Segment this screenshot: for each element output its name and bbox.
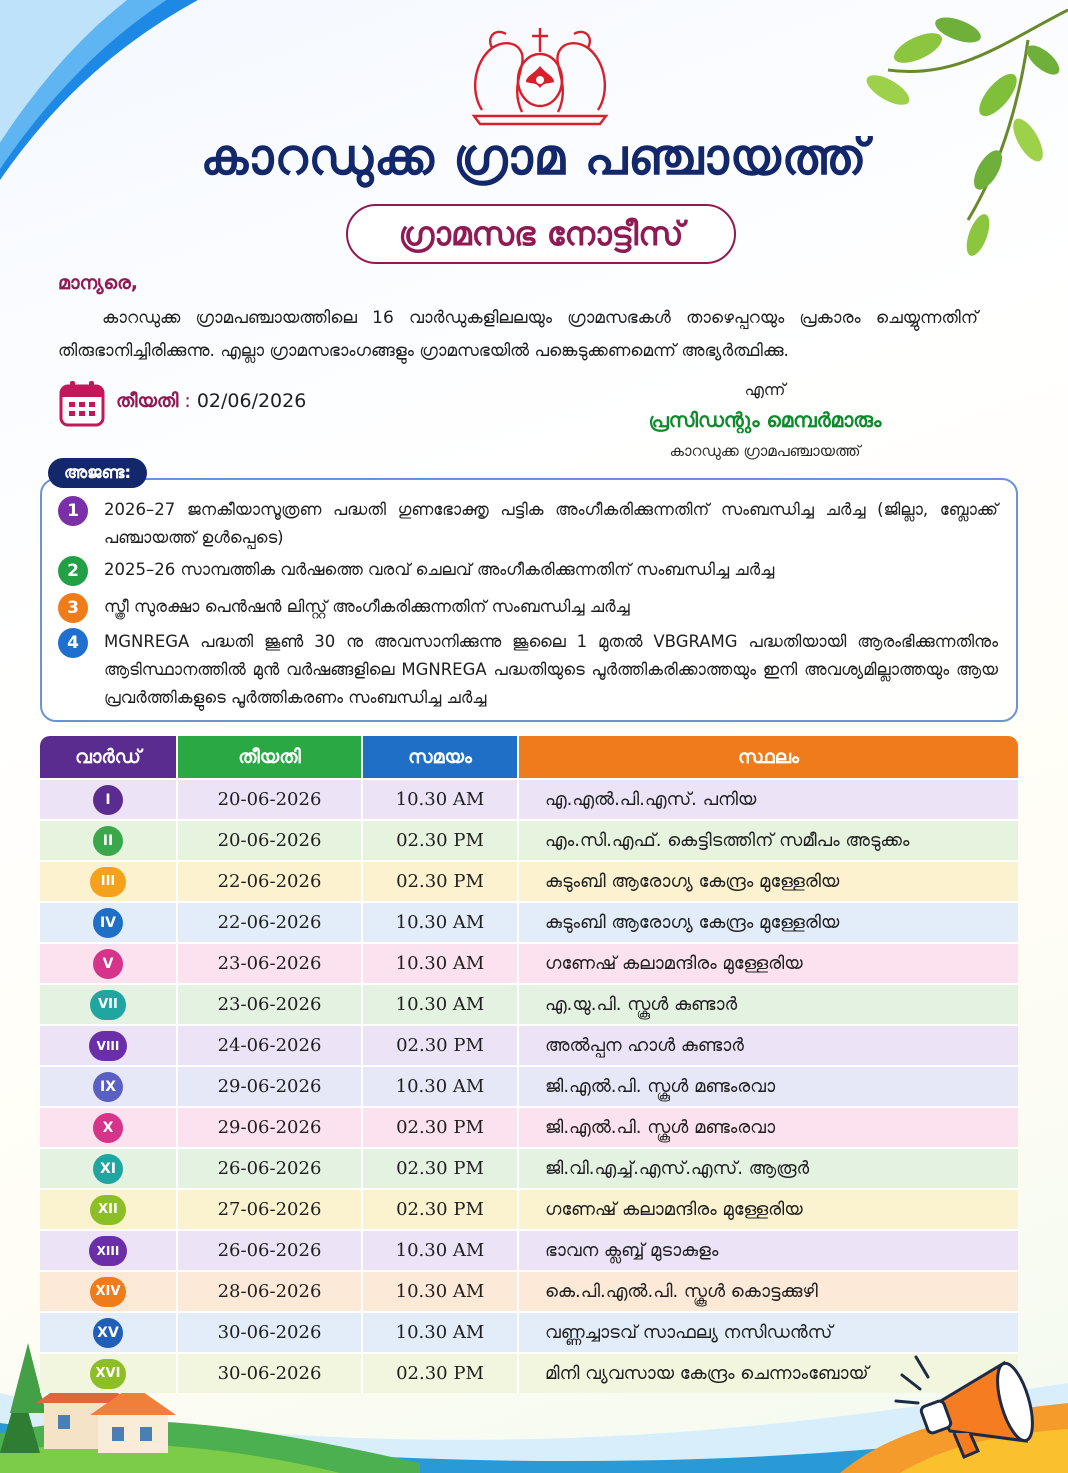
agenda-text: MGNREGA പദ്ധതി ജൂൺ 30 നു അവസാനിക്കുന്നു ജൂലൈ 1 മുതൽ VBGRAMG പദ്ധതിയായി ആരംഭിക്കുന്നതിനും ആടിസ്ഥാനത്തിൽ മുൻ വർഷങ്ങളിലെ MGNREGA പദ്ധതിയുടെ പൂർത്തികരിക്കാത്തയും ഇനി അവശ്യമില്ലാത്തയും ആയ പ്രവർത്തികളുടെ പൂർത്തികരണം സംബന്ധിച്ച ചർച്ച — [104, 632, 998, 707]
ward-number-badge: V — [93, 949, 123, 979]
column-header-ward: വാർഡ് — [40, 736, 177, 779]
venue-cell: ജി.എൽ.പി. സ്കൂൾ മണ്ടംരവാ — [518, 1107, 1018, 1148]
venue-cell: എം.സി.എഫ്. കെട്ടിടത്തിന് സമീപം അടുക്കം — [518, 820, 1018, 861]
date-cell: 26-06-2026 — [177, 1148, 362, 1189]
venue-cell: ജി.എൽ.പി. സ്കൂൾ മണ്ടംരവാ — [518, 1066, 1018, 1107]
table-row — [40, 1107, 1018, 1148]
table-row — [40, 779, 1018, 820]
agenda-heading: അജണ്ട: — [48, 458, 147, 488]
agenda-text: 2026–27 ജനകീയാസൂത്രണ പദ്ധതി ഗുണഭോക്തൃ പട്ടിക അംഗീകരിക്കുന്നതിന് സംബന്ധിച്ച ചർച്ച (ജില്ലാ, ബ്ലോക്ക് പഞ്ചായത്ത് ഉൾപ്പെടെ) — [104, 500, 998, 547]
time-cell: 10.30 AM — [362, 1066, 518, 1107]
table-row — [40, 1189, 1018, 1230]
venue-cell: മിനി വ്യവസായ കേന്ദ്രം ചെന്നാംബോയ് — [518, 1353, 1018, 1393]
ward-number-badge: X — [93, 1113, 123, 1143]
venue-cell: വണ്ണച്ചാടവ് സാഫല്യ നസിഡൻസ് — [518, 1312, 1018, 1353]
signature-office: കാറഡുക്ക ഗ്രാമപഞ്ചായത്ത് — [669, 442, 861, 460]
date-cell: 28-06-2026 — [177, 1271, 362, 1312]
ward-number-badge: XII — [90, 1195, 126, 1225]
panchayat-title: കാറഡുക്ക ഗ്രാമ പഞ്ചായത്ത് — [200, 128, 868, 186]
table-row — [40, 1353, 1018, 1393]
table-header-row — [40, 736, 1018, 779]
venue-cell: ജി.വി.എച്ച്.എസ്.എസ്. ആരൂർ — [518, 1148, 1018, 1189]
time-cell: 02.30 PM — [362, 1189, 518, 1230]
ward-cell — [40, 861, 177, 902]
column-header-venue: സ്ഥലം — [518, 736, 1018, 779]
ward-cell — [40, 1230, 177, 1271]
notice-date — [116, 390, 306, 412]
date-cell: 23-06-2026 — [177, 943, 362, 984]
time-cell: 02.30 PM — [362, 1353, 518, 1393]
gramasabha-schedule-table — [40, 736, 1018, 1393]
ward-cell — [40, 1353, 177, 1393]
state-emblem-logo — [462, 22, 618, 126]
column-header-date: തീയതി — [177, 736, 362, 779]
megaphone-icon — [894, 1345, 1044, 1463]
date-cell: 26-06-2026 — [177, 1230, 362, 1271]
date-cell: 29-06-2026 — [177, 1066, 362, 1107]
time-cell: 10.30 AM — [362, 943, 518, 984]
table-row — [40, 1025, 1018, 1066]
agenda-text: സ്ത്രീ സുരക്ഷാ പെൻഷൻ ലിസ്റ്റ് അംഗീകരിക്കുന്നതിന് സംബന്ധിച്ച ചർച്ച — [104, 597, 630, 616]
ward-cell — [40, 984, 177, 1025]
time-cell: 10.30 AM — [362, 1230, 518, 1271]
time-cell: 10.30 AM — [362, 779, 518, 820]
date-colon: : — [184, 390, 191, 412]
agenda-item — [58, 496, 998, 552]
ward-cell — [40, 1107, 177, 1148]
column-header-time: സമയം — [362, 736, 518, 779]
agenda-number: 4 — [58, 628, 88, 658]
date-cell: 30-06-2026 — [177, 1353, 362, 1393]
venue-cell: കുടുംബി ആരോഗ്യ കേന്ദ്രം മുള്ളേരിയ — [518, 902, 1018, 943]
venue-cell: കെ.പി.എൽ.പി. സ്കൂൾ കൊട്ടക്കുഴി — [518, 1271, 1018, 1312]
table-row — [40, 1066, 1018, 1107]
date-cell: 29-06-2026 — [177, 1107, 362, 1148]
agenda-item — [58, 593, 998, 623]
time-cell: 10.30 AM — [362, 984, 518, 1025]
table-row — [40, 1271, 1018, 1312]
time-cell: 02.30 PM — [362, 861, 518, 902]
ward-number-badge: XV — [93, 1318, 123, 1348]
ward-number-badge: I — [93, 785, 123, 815]
ward-number-badge: XVI — [90, 1359, 126, 1389]
time-cell: 02.30 PM — [362, 1107, 518, 1148]
date-label: തീയതി — [116, 390, 179, 412]
signature-signatory: പ്രസിഡന്റും മെമ്പർമാരും — [648, 408, 882, 432]
table-row — [40, 1312, 1018, 1353]
date-cell: 27-06-2026 — [177, 1189, 362, 1230]
ward-number-badge: XIII — [89, 1236, 127, 1266]
ward-cell — [40, 1189, 177, 1230]
venue-cell: ഗണേഷ് കലാമന്ദിരം മുള്ളേരിയ — [518, 1189, 1018, 1230]
table-row — [40, 902, 1018, 943]
agenda-number: 2 — [58, 556, 88, 586]
ward-cell — [40, 1025, 177, 1066]
venue-cell: എ.യു.പി. സ്കൂൾ കുണ്ടാർ — [518, 984, 1018, 1025]
calendar-icon — [58, 378, 106, 428]
venue-cell: ഗണേഷ് കലാമന്ദിരം മുള്ളേരിയ — [518, 943, 1018, 984]
venue-cell: അൽപ്പന ഹാൾ കുണ്ടാർ — [518, 1025, 1018, 1066]
time-cell: 02.30 PM — [362, 1025, 518, 1066]
ward-number-badge: IV — [93, 908, 123, 938]
ward-cell — [40, 1271, 177, 1312]
ward-cell — [40, 1312, 177, 1353]
time-cell: 02.30 PM — [362, 1148, 518, 1189]
notice-subtitle: ഗ്രാമസഭ നോട്ടീസ് — [346, 204, 736, 264]
venue-cell: ഭാവന ക്ലബ്ബ് മുടാകുളം — [518, 1230, 1018, 1271]
date-cell: 30-06-2026 — [177, 1312, 362, 1353]
ward-cell — [40, 1066, 177, 1107]
ward-cell — [40, 779, 177, 820]
date-value: 02/06/2026 — [196, 390, 307, 412]
ward-number-badge: XI — [93, 1154, 123, 1184]
ward-cell — [40, 902, 177, 943]
table-row — [40, 984, 1018, 1025]
ward-cell — [40, 820, 177, 861]
ward-number-badge: VIII — [89, 1031, 127, 1061]
date-cell: 22-06-2026 — [177, 902, 362, 943]
table-row — [40, 1230, 1018, 1271]
date-cell: 22-06-2026 — [177, 861, 362, 902]
table-row — [40, 1148, 1018, 1189]
date-cell: 24-06-2026 — [177, 1025, 362, 1066]
date-cell: 23-06-2026 — [177, 984, 362, 1025]
time-cell: 10.30 AM — [362, 1312, 518, 1353]
salutation: മാന്യരെ, — [58, 272, 138, 294]
time-cell: 02.30 PM — [362, 820, 518, 861]
agenda-number: 3 — [58, 593, 88, 623]
venue-cell: എ.എൽ.പി.എസ്. പനിയ — [518, 779, 1018, 820]
time-cell: 10.30 AM — [362, 902, 518, 943]
date-cell: 20-06-2026 — [177, 779, 362, 820]
ward-number-badge: II — [93, 826, 123, 856]
intro-paragraph: കാറഡുക്ക ഗ്രാമപഞ്ചായത്തിലെ 16 വാർഡുകളിലലയും ഗ്രാമസഭകൾ താഴെപ്പറയും പ്രകാരം ചെയ്യുന്നതിന് തിരുഭാനിച്ചിരിക്കുന്നു. എല്ലാ ഗ്രാമസഭാംഗങ്ങളും ഗ്രാമസഭയിൽ പങ്കെടുക്കണമെന്ന് അഭ്യർത്ഥിക്കു. — [58, 308, 978, 361]
agenda-number: 1 — [58, 496, 88, 526]
ward-cell — [40, 1148, 177, 1189]
table-row — [40, 820, 1018, 861]
table-row — [40, 943, 1018, 984]
agenda-text: 2025–26 സാമ്പത്തിക വർഷത്തെ വരവ് ചെലവ് അംഗീകരിക്കുന്നതിന് സംബന്ധിച്ച ചർച്ച — [104, 560, 775, 579]
ward-number-badge: VII — [90, 990, 126, 1020]
ward-number-badge: III — [90, 867, 126, 897]
date-cell: 20-06-2026 — [177, 820, 362, 861]
ward-number-badge: IX — [93, 1072, 123, 1102]
ward-number-badge: XIV — [90, 1277, 126, 1307]
agenda-item — [58, 628, 998, 712]
table-row — [40, 861, 1018, 902]
time-cell: 10.30 AM — [362, 1271, 518, 1312]
agenda-item — [58, 556, 998, 586]
venue-cell: കുടുംബി ആരോഗ്യ കേന്ദ്രം മുള്ളേരിയ — [518, 861, 1018, 902]
signature-line-1: എന്ന് — [744, 380, 786, 399]
ward-cell — [40, 943, 177, 984]
